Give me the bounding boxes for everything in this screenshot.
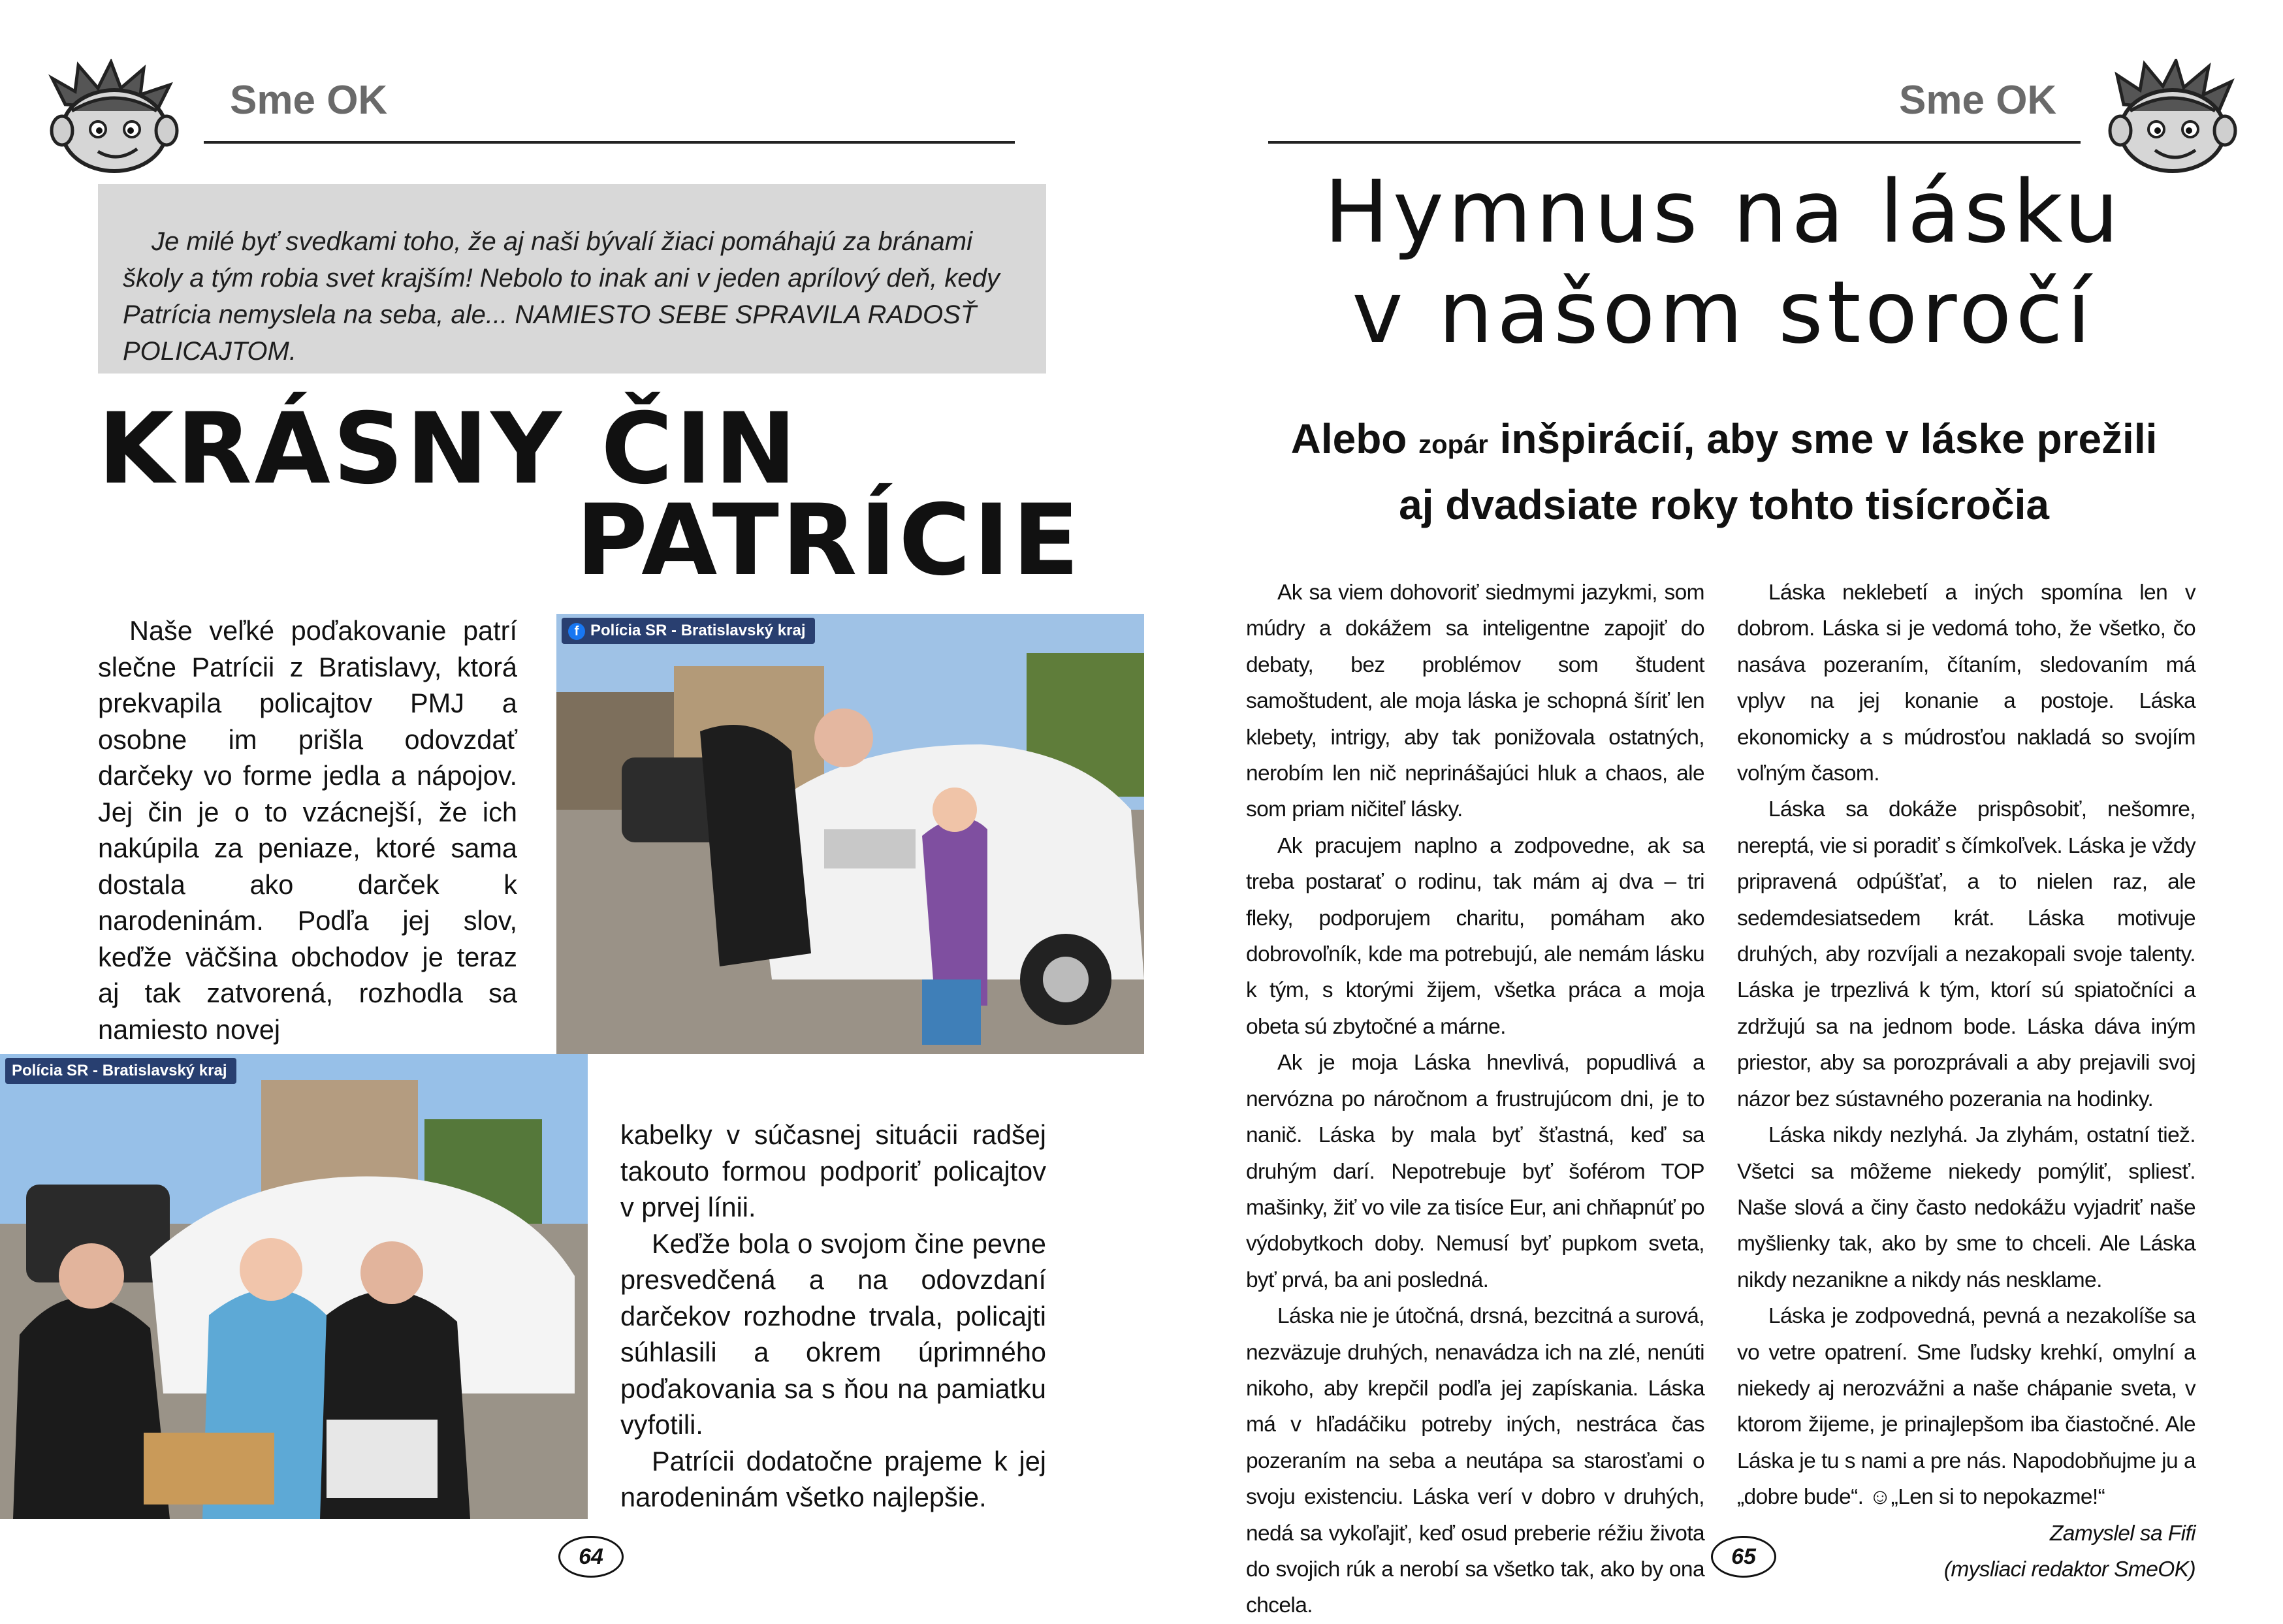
mascot-logo-right bbox=[2104, 59, 2241, 176]
article-paragraph: Keďže bola o svojom čine pevne presvedčená a na odovzdaní darčekov rozhodne trvala, policajti súhlasili a okrem úprimného poďakovania sa s ňou na pamiatku vyfotili. bbox=[620, 1228, 1046, 1440]
photo1-caption: Polícia SR - Bratislavský kraj bbox=[590, 622, 806, 639]
photo-police-officer-car bbox=[556, 614, 1144, 1054]
magazine-name-right: Sme OK bbox=[1899, 78, 2057, 123]
hymn-paragraph: Láska nikdy nezlyhá. Ja zlyhám, ostatní tiež. Všetci sa môžeme niekedy pomýliť, spliesť. Naše slová a činy často nedokážu vyjadriť naše myšlienky tak, ako by sme to chceli. Ale Láska nikdy nezanikne a nikdy nás nesklame. bbox=[1737, 1123, 2195, 1292]
article-paragraph: Naše veľké poďakovanie patrí slečne Patrícii z Bratislavy, ktorá prekvapila policajtov PMJ a osobne im prišla odovzdať darčeky vo forme jedla a nápojov. Jej čin je o to vzácnejší, že ich nakúpila za peniaze, ktoré sama dostala ako darček k narodeninám. Podľa jej slov, keďže väčšina obchodov je teraz aj tak zatvorená, rozhodla sa namiesto novej bbox=[98, 615, 517, 1045]
photo-group-with-police bbox=[0, 1054, 588, 1519]
article-title-line2: PATRÍCIE bbox=[576, 484, 1082, 597]
hymn-subtitle bbox=[1228, 409, 2220, 535]
hymn-paragraph: Ak sa viem dohovoriť siedmymi jazykmi, som múdry a dokážem sa inteligentne zapojiť do debaty, bez problémov som študent samoštudent, ale moja láska je schopná šíriť len klebety, intrigy, aby tak ponižovala ostatných, nerobím len nič neprinášajúci hluk a chaos, ale som priam ničiteľ lásky. bbox=[1246, 581, 1704, 822]
signature-line2: (mysliaci redaktor SmeOK) bbox=[1943, 1557, 2195, 1582]
article-title-line1: KRÁSNY ČIN bbox=[98, 392, 799, 506]
page-number-right: 65 bbox=[1711, 1536, 1776, 1578]
subtitle-line2: aj dvadsiate roky tohto tisícročia bbox=[1399, 481, 2049, 528]
hymn-title-line1: Hymnus na lásku bbox=[1324, 162, 2123, 263]
hymn-paragraph: Láska je zodpovedná, pevná a nezakolíše sa vo vetre opatrení. Sme ľudsky krehkí, omylní a niekedy aj nerozvážni a naše chápanie sveta, v ktorom žijeme, je prinajlepšom iba čiastočné. Ale Láska je tu s nami a pre nás. Napodobňujme ju a „dobre bude“. ☺„Len si to nepokazme!“ bbox=[1737, 1304, 2195, 1510]
article-paragraph: kabelky v súčasnej situácii radšej takouto formou podporiť policajtov v prvej línii. bbox=[620, 1119, 1046, 1222]
photo2-caption-tag bbox=[5, 1058, 236, 1084]
hymn-title-line2: v našom storočí bbox=[1352, 263, 2095, 363]
subtitle-line1 bbox=[1228, 409, 2220, 475]
hymn-paragraph: Láska sa dokáže prispôsobiť, nešomre, nereptá, vie si poradiť s čímkoľvek. Láska je vždy pripravená odpúšťať, a to nielen raz, ale sedemdesiatsedem krát. Láska motivuje druhých, aby rozvíjali a nezakopali svoje talenty. Láska je trpezlivá k tým, ktorí sú spiatočníci a zdržujú sa na jednom bode. Láska dáva iným priestor, aby sa porozprávali a aby prejavili svoj názor bez sústavného pozerania na hodinky. bbox=[1737, 797, 2195, 1111]
header-rule-right bbox=[1268, 141, 2081, 144]
hymn-paragraph: Ak pracujem naplno a zodpovedne, ak sa treba postarať o rodinu, tak mám aj dva – tri fleky, podporujem charitu, pomáham ako dobrovoľník, kde ma potrebujú, ale nemám lásku k tým, s ktorými žijem, všetka práca a moja obeta sú zbytočné a márne. bbox=[1246, 833, 1704, 1039]
subtitle-part-a: Alebo bbox=[1290, 415, 1407, 462]
article-paragraph: Patrícii dodatočne prajeme k jej narodeninám všetko najlepšie. bbox=[620, 1445, 1046, 1512]
article-column-bottom bbox=[620, 1117, 1046, 1516]
subtitle-part-b: inšpirácií, aby sme v láske prežili bbox=[1499, 415, 2158, 462]
facebook-icon: f bbox=[568, 623, 585, 640]
hymn-paragraph: Ak je moja Láska hnevlivá, popudlivá a nervózna po náročnom a frustrujúcom dni, je to nanič. Láska by mala byť šťastná, keď sa druhým darí. Nepotrebuje byť šoférom TOP mašinky, žiť vo vile za tisíce Eur, ani chňapnúť po výdobytkoch doby. Nemusí byť pupkom sveta, byť prvá, ba ani posledná. bbox=[1246, 1051, 1704, 1292]
mascot-logo-left bbox=[46, 59, 183, 176]
page-number-left: 64 bbox=[558, 1536, 624, 1578]
hymn-paragraph: Láska neklebetí a iných spomína len v dobrom. Láska si je vedomá toho, že všetko, čo nasáva pozeraním, čítaním, sledovaním má vplyv na jej konanie a postoje. Láska ekonomicky a s múdrosťou nakladá so svojím voľným časom. bbox=[1737, 581, 2195, 786]
article-column-top bbox=[98, 613, 517, 1047]
hymn-column-2 bbox=[1737, 575, 2195, 1587]
signature-line1: Zamyslel sa Fifi bbox=[2049, 1521, 2195, 1546]
magazine-name-left: Sme OK bbox=[230, 78, 388, 123]
header-rule-left bbox=[204, 141, 1015, 144]
intro-box bbox=[98, 184, 1046, 374]
photo2-caption: Polícia SR - Bratislavský kraj bbox=[12, 1062, 227, 1079]
intro-text: Je milé byť svedkami toho, že aj naši bývalí žiaci pomáhajú za bránami školy a tým robia svet krajším! Nebolo to inak ani v jeden aprílový deň, kedy Patrícia nemyslela na seba, ale... NAMIESTO SEBE SPRAVILA RADOSŤ POLICAJTOM. bbox=[123, 227, 1000, 366]
hymn-column-1 bbox=[1246, 575, 1704, 1624]
hymn-paragraph: Láska nie je útočná, drsná, bezcitná a surová, nezväzuje druhých, nenavádza ich na zlé, nenúti nikoho, aby krepčil podľa jej zapískania. Láska má v hľadáčiku potreby iných, nestráca čas pozeraním na seba a neutápa sa starosťami o svoju existenciu. Láska verí v dobro v druhých, nedá sa vykoľajiť, keď osud preberie réžiu života do svojich rúk a nerobí sa všetko tak, ako by ona chcela. bbox=[1246, 1304, 1704, 1618]
subtitle-small: zopár bbox=[1418, 430, 1488, 459]
photo1-caption-tag bbox=[562, 618, 815, 644]
